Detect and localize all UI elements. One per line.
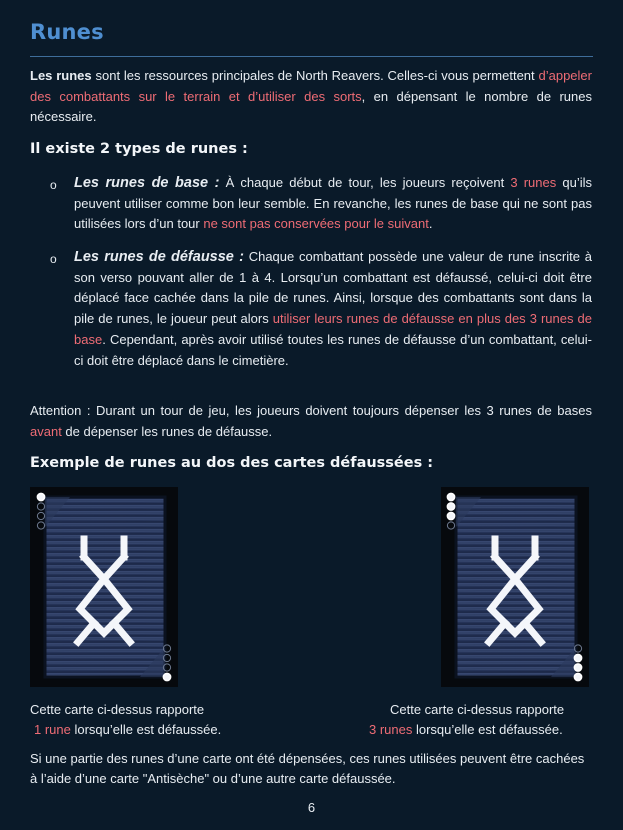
rune-type-text: . Cependant, après avoir utilisé toutes les runes de défausse d’un combattant, celui-ci doit être déplacé dans le cimetière. [74,331,592,368]
rune-dot-filled [574,673,581,680]
rune-type-highlight: ne sont pas conservées pour le suivant [203,216,429,232]
title-divider [30,56,593,57]
rune-type-highlight: 3 runes [510,175,557,190]
card-1-caption-rest: lorsqu’elle est défaussée. [70,722,222,737]
rune-type-term: Les runes de base : [74,175,220,191]
rune-dot-filled [447,512,454,519]
rune-dot-filled [574,654,581,661]
attention-highlight: avant [30,423,62,439]
intro-highlight: d’appeler des combattants sur le terrain et d’utiliser des sorts [30,68,592,104]
rune-type-base [74,173,592,235]
rune-dot-filled [163,673,170,680]
intro-text-b: , en dépensant le nombre de runes nécessaire. [30,88,592,124]
page-number: 6 [307,800,316,815]
card-back-art [30,487,178,687]
types-heading: Il existe 2 types de runes : [30,141,248,157]
page-title: Runes [30,20,104,44]
card-1-caption-line2 [34,719,221,740]
card-2-caption-line2 [369,719,563,740]
example-heading: Exemple de runes au dos des cartes défaussées : [30,455,434,471]
bullet-marker: o [50,178,57,192]
rune-type-highlight: utiliser leurs runes de défausse en plus des 3 runes de base [74,311,592,347]
rune-type-text: . [428,216,433,232]
bullet-marker: o [50,252,57,266]
attention-paragraph [30,401,592,442]
rune-card-1 [30,487,178,687]
card-back-art [441,487,589,687]
card-1-caption-line1: Cette carte ci-dessus rapporte [30,702,205,717]
attention-text: de dépenser les runes de défausse. [61,423,273,439]
rune-type-term: Les runes de défausse : [74,249,244,265]
footer-note: Si une partie des runes d’une carte ont été dépensées, ces runes utilisées peuvent être cachées à l’aide d’une carte "Antisèche" ou d’une autre carte défaussée. [30,751,585,786]
card-2-caption-line1: Cette carte ci-dessus rapporte [390,702,565,717]
rune-dot-filled [447,493,454,500]
intro-bold-term: Les runes [30,68,92,83]
rune-dot-filled [37,493,44,500]
rune-dot-filled [447,503,454,510]
rune-card-2 [441,487,589,687]
attention-text: Attention : Durant un tour de jeu, les joueurs doivent toujours dépenser les 3 runes de bases [30,403,592,418]
rune-type-text: Chaque combattant possède une valeur de rune inscrite à son verso pouvant aller de 1 à 4. Lorsqu’un combattant est défaussé, celui-ci doit être déplacé face cachée dans la pile de runes. Ainsi, lorsque des combattants sont dans la pile de runes, le joueur peut alors [74,249,592,327]
card-2-caption-rest: lorsqu’elle est défaussée. [412,722,563,737]
rune-type-discard [74,247,592,371]
card-1-rune-count: 1 rune [34,722,71,737]
card-2-rune-count: 3 runes [369,722,413,737]
rune-type-text: qu’ils peuvent utiliser comme bon leur semble. En revanche, les runes de base qui ne sont pas utilisées lors d’un tour [74,175,592,232]
intro-paragraph [30,66,592,128]
rune-type-text: À chaque début de tour, les joueurs reçoivent [219,175,511,190]
rune-dot-filled [574,664,581,671]
intro-text-a: sont les ressources principales de North Reavers. Celles-ci vous permettent [91,68,539,83]
